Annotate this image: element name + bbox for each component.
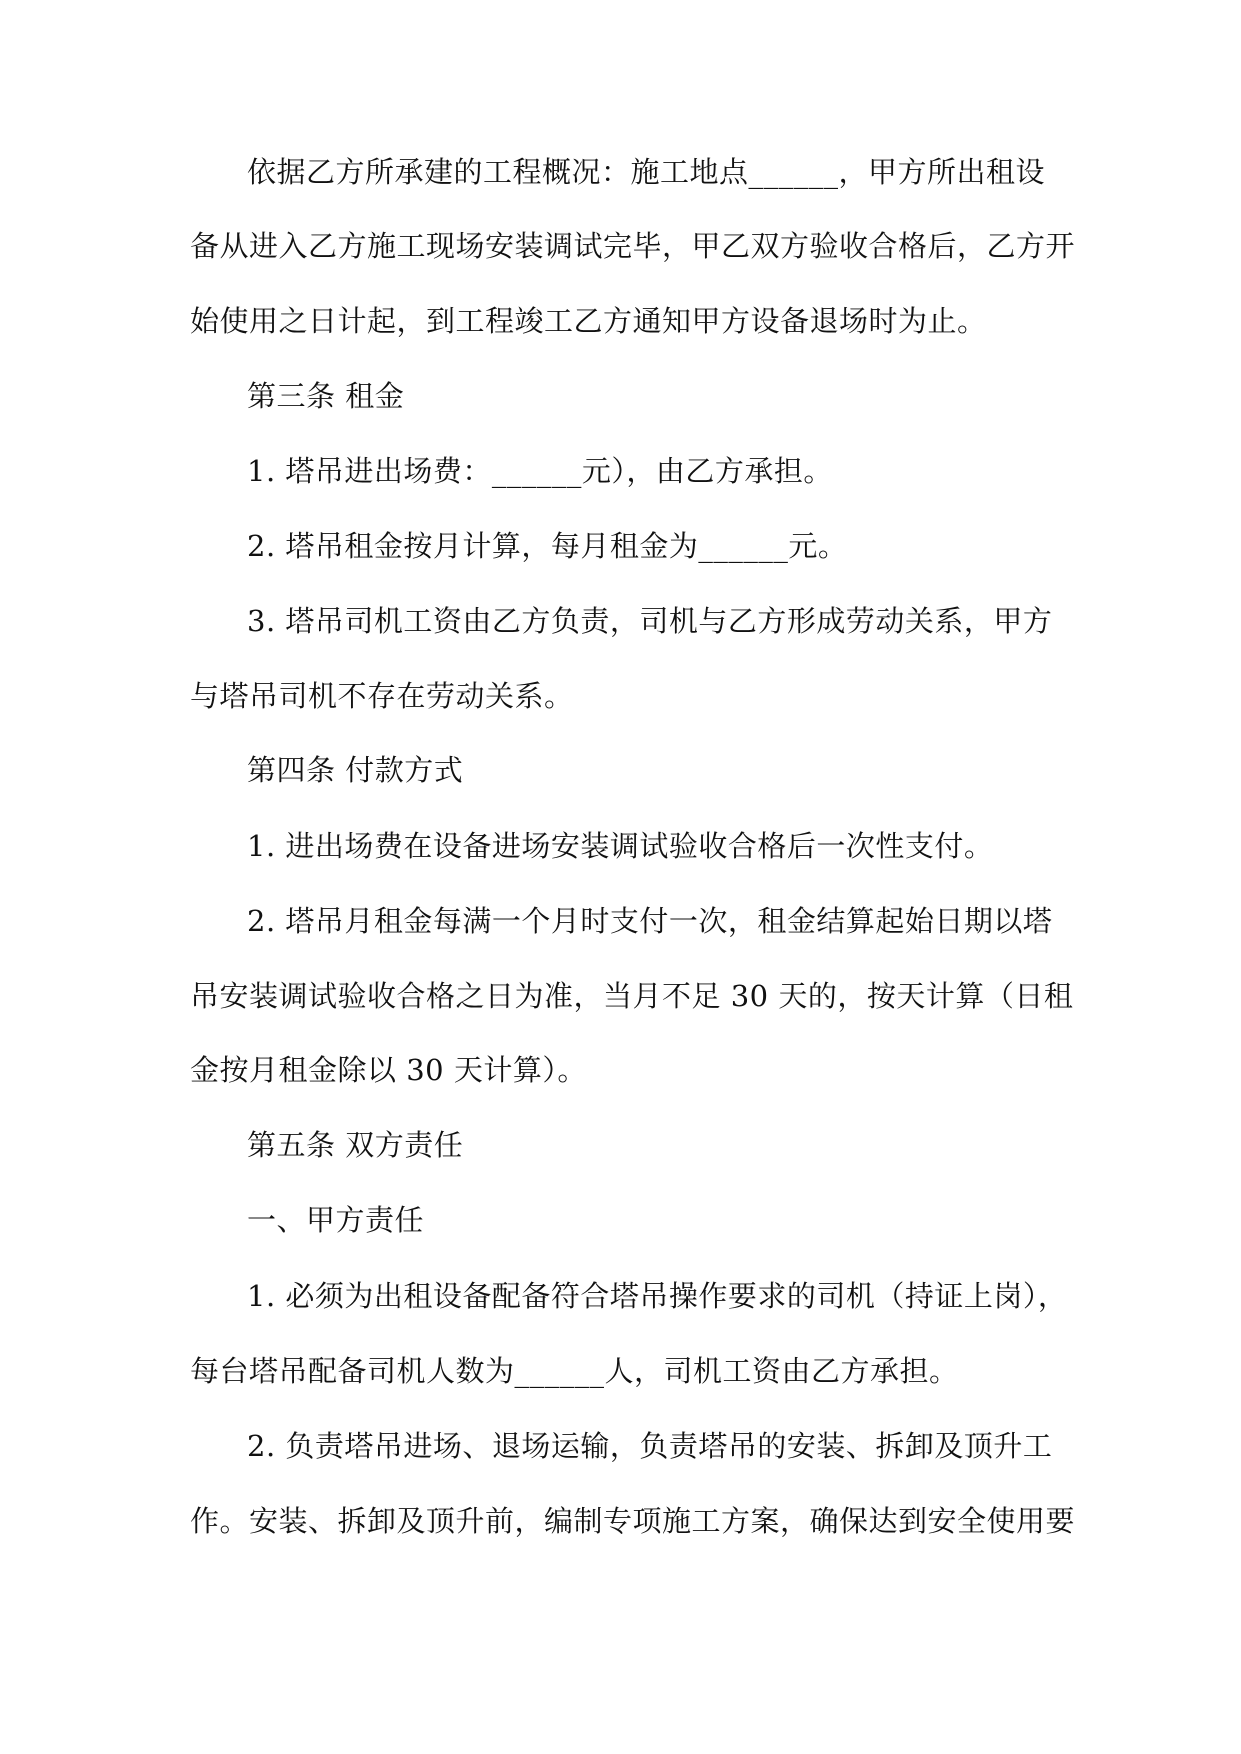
list-item-2: 2. 塔吊租金按月计算，每月租金为______元。 [247, 529, 848, 563]
list-item-3: 3. 塔吊司机工资由乙方负责，司机与乙方形成劳动关系，甲方 [247, 604, 1053, 638]
list-item-payment-2-cont-1: 吊安装调试验收合格之日为准，当月不足 30 天的，按天计算（日租 [190, 979, 1074, 1013]
paragraph-line-1: 依据乙方所承建的工程概况：施工地点______，甲方所出租设 [247, 155, 1046, 189]
list-item-payment-2: 2. 塔吊月租金每满一个月时支付一次，租金结算起始日期以塔 [247, 904, 1053, 938]
list-item-party-a-1-cont: 每台塔吊配备司机人数为______人，司机工资由乙方承担。 [190, 1354, 959, 1388]
section-heading-payment: 第四条 付款方式 [247, 753, 464, 787]
section-heading-rent: 第三条 租金 [247, 379, 405, 413]
subsection-heading-party-a: 一、甲方责任 [247, 1203, 425, 1237]
paragraph-line-3: 始使用之日计起，到工程竣工乙方通知甲方设备退场时为止。 [190, 304, 987, 338]
list-item-payment-1: 1. 进出场费在设备进场安装调试验收合格后一次性支付。 [247, 829, 994, 863]
list-item-payment-2-cont-2: 金按月租金除以 30 天计算）。 [190, 1053, 587, 1087]
section-heading-responsibilities: 第五条 双方责任 [247, 1128, 464, 1162]
list-item-3-cont: 与塔吊司机不存在劳动关系。 [190, 679, 574, 713]
list-item-party-a-2: 2. 负责塔吊进场、退场运输，负责塔吊的安装、拆卸及顶升工 [247, 1429, 1053, 1463]
list-item-party-a-2-cont: 作。安装、拆卸及顶升前，编制专项施工方案，确保达到安全使用要 [190, 1504, 1076, 1538]
list-item-party-a-1: 1. 必须为出租设备配备符合塔吊操作要求的司机（持证上岗）， [247, 1279, 1068, 1313]
paragraph-line-2: 备从进入乙方施工现场安装调试完毕，甲乙双方验收合格后，乙方开 [190, 229, 1076, 263]
list-item-1: 1. 塔吊进出场费：______元），由乙方承担。 [247, 454, 833, 488]
